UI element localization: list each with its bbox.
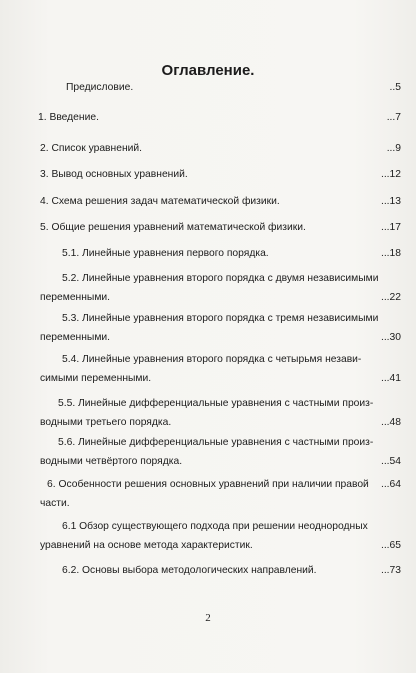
toc-title: Оглавление. <box>161 62 255 79</box>
toc-entry-label: 3. Вывод основных уравнений. <box>40 169 188 180</box>
toc-entry-label-cont: водными третьего порядка. <box>40 417 172 428</box>
toc-entry-label: 5.3. Линейные уравнения второго порядка с тремя независимыми <box>62 313 379 324</box>
toc-entry-label: 4. Схема решения задач математической физики. <box>40 196 280 207</box>
toc-entry-page: ...54 <box>380 456 401 467</box>
toc-entry-label: 5. Общие решения уравнений математической физики. <box>40 222 306 233</box>
toc-entry-5-3[interactable] <box>0 309 416 349</box>
toc-entry-label: 5.5. Линейные дифференциальные уравнения с частными произ- <box>58 398 374 409</box>
toc-entry-label: 2. Список уравнений. <box>40 143 142 154</box>
toc-entry-6[interactable] <box>0 475 416 515</box>
page-number: 2 <box>205 612 211 624</box>
toc-entry-5-5[interactable] <box>0 394 416 434</box>
toc-entry-label: 5.1. Линейные уравнения первого порядка. <box>62 248 269 259</box>
toc-entry-5-4[interactable] <box>0 350 416 390</box>
toc-entry-6-1[interactable] <box>0 517 416 557</box>
toc-entry-page: ...41 <box>380 373 401 384</box>
toc-entry-page: ...48 <box>380 417 401 428</box>
toc-entry-page: ...73 <box>380 565 401 576</box>
toc-entry-page: ...65 <box>380 540 401 551</box>
toc-entry-page: ...17 <box>380 222 401 233</box>
toc-entry-page: ...12 <box>380 169 401 180</box>
toc-entry-page: ...13 <box>380 196 401 207</box>
toc-entry-label-cont: части. <box>40 498 70 509</box>
toc-entry-label-cont: симыми переменными. <box>40 373 152 384</box>
toc-entry-page: ..5 <box>389 82 401 93</box>
toc-entry-page: ...9 <box>386 143 401 154</box>
toc-entry-page: ...22 <box>380 292 401 303</box>
toc-entry-page: ...18 <box>380 248 401 259</box>
toc-entry-label-cont: уравнений на основе метода характеристик. <box>40 540 253 551</box>
toc-entry-5-2[interactable] <box>0 269 416 309</box>
toc-entry-label-cont: водными четвёртого порядка. <box>40 456 183 467</box>
toc-entry-label: 6.2. Основы выбора методологических направлений. <box>62 565 317 576</box>
toc-entry-label: 6.1 Обзор существующего подхода при решении неоднородных <box>62 521 368 532</box>
toc-entry-5-6[interactable] <box>0 433 416 473</box>
toc-entry-label: 5.6. Линейные дифференциальные уравнения с частными произ- <box>58 437 374 448</box>
toc-entry-label: 6. Особенности решения основных уравнений при наличии правой <box>47 479 369 490</box>
toc-entry-label-cont: переменными. <box>40 332 111 343</box>
toc-entry-label: 5.4. Линейные уравнения второго порядка с четырьмя незави- <box>62 354 362 365</box>
toc-entry-label-cont: переменными. <box>40 292 111 303</box>
toc-entry-page: ...7 <box>386 112 401 123</box>
toc-entry-label: Предисловие. <box>66 82 134 93</box>
toc-entry-label: 5.2. Линейные уравнения второго порядка с двумя независимыми <box>62 273 379 284</box>
toc-entry-page: ...64 <box>380 479 401 490</box>
toc-entry-page: ...30 <box>380 332 401 343</box>
toc-entry-label: 1. Введение. <box>38 112 99 123</box>
